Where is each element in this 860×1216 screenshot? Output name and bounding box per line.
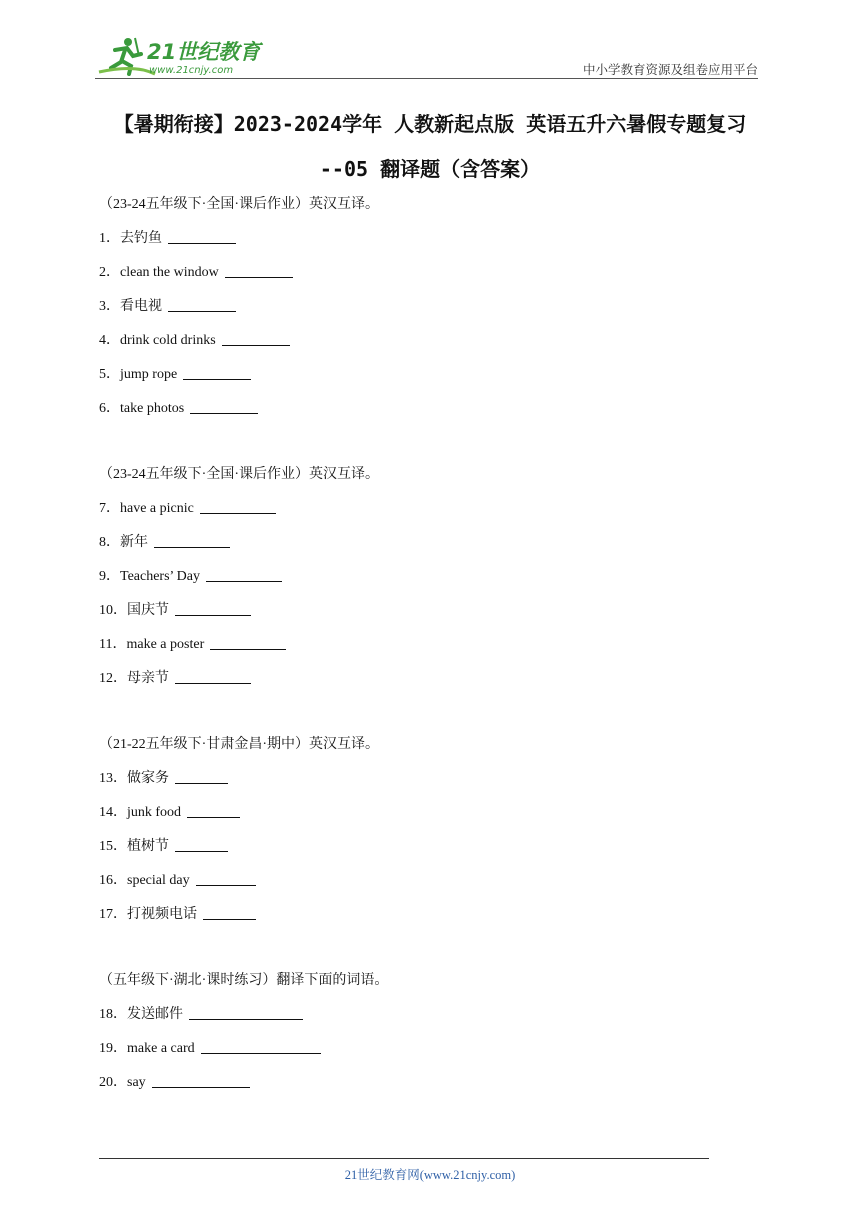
question-prompt: drink cold drinks	[120, 333, 216, 348]
question-item	[99, 998, 739, 1032]
question-prompt: Teachers’ Day	[120, 569, 200, 584]
question-number: 19．	[99, 1041, 127, 1056]
question-prompt: 新年	[120, 535, 148, 550]
question-item	[99, 560, 739, 594]
answer-blank[interactable]	[200, 499, 276, 514]
question-item	[99, 492, 739, 526]
question-prompt: have a picnic	[120, 501, 194, 516]
footer-source[interactable]: 21世纪教育网(www.21cnjy.com)	[344, 1168, 516, 1182]
question-item	[99, 898, 739, 932]
answer-blank[interactable]	[175, 837, 228, 852]
question-item	[99, 290, 739, 324]
answer-blank[interactable]	[183, 365, 251, 380]
page-header	[95, 30, 758, 80]
question-number: 6．	[99, 401, 120, 416]
answer-blank[interactable]	[154, 533, 230, 548]
section-heading: （23-24五年级下·全国·课后作业）英汉互译。	[99, 467, 379, 482]
question-number: 13．	[99, 771, 127, 786]
question-prompt: junk food	[127, 805, 182, 820]
answer-blank[interactable]	[189, 1005, 303, 1020]
section-heading: （五年级下·湖北·课时练习）翻译下面的词语。	[99, 973, 389, 988]
section-spacer	[99, 696, 739, 728]
answer-blank[interactable]	[168, 229, 236, 244]
question-number: 4．	[99, 333, 120, 348]
footer-divider	[99, 1158, 709, 1159]
question-number: 5．	[99, 367, 120, 382]
question-number: 3．	[99, 299, 120, 314]
header-divider	[95, 78, 758, 79]
question-item	[99, 256, 739, 290]
question-prompt: say	[127, 1075, 146, 1090]
question-number: 16．	[99, 873, 127, 888]
question-number: 14．	[99, 805, 127, 820]
question-item	[99, 526, 739, 560]
question-number: 17．	[99, 907, 127, 922]
answer-blank[interactable]	[203, 905, 256, 920]
question-number: 1．	[99, 231, 120, 246]
question-number: 11．	[99, 637, 127, 652]
question-number: 2．	[99, 265, 120, 280]
question-item	[99, 796, 739, 830]
question-prompt: 打视频电话	[127, 907, 197, 922]
svg-text:21世纪教育: 21世纪教育	[147, 40, 261, 64]
answer-blank[interactable]	[175, 669, 251, 684]
question-number: 20．	[99, 1075, 127, 1090]
question-item	[99, 358, 739, 392]
answer-blank[interactable]	[175, 769, 228, 784]
answer-blank[interactable]	[225, 263, 293, 278]
answer-blank[interactable]	[222, 331, 290, 346]
question-prompt: 植树节	[127, 839, 169, 854]
answer-blank[interactable]	[196, 871, 256, 886]
question-item	[99, 594, 739, 628]
question-number: 12．	[99, 671, 127, 686]
question-prompt: clean the window	[120, 265, 219, 280]
question-number: 15．	[99, 839, 127, 854]
document-title-line-1: 【暑期衔接】2023-2024学年 人教新起点版 英语五升六暑假专题复习	[113, 112, 747, 136]
answer-blank[interactable]	[175, 601, 251, 616]
answer-blank[interactable]	[152, 1073, 250, 1088]
answer-blank[interactable]	[168, 297, 236, 312]
question-number: 9．	[99, 569, 120, 584]
question-item	[99, 324, 739, 358]
question-item	[99, 662, 739, 696]
question-prompt: 母亲节	[127, 671, 169, 686]
question-prompt: 发送邮件	[127, 1007, 183, 1022]
question-prompt: jump rope	[120, 367, 178, 382]
answer-blank[interactable]	[210, 635, 286, 650]
question-item	[99, 1032, 739, 1066]
question-prompt: special day	[127, 873, 190, 888]
question-item	[99, 222, 739, 256]
answer-blank[interactable]	[201, 1039, 321, 1054]
question-item	[99, 1066, 739, 1100]
document-title-line-2: --05 翻译题（含答案）	[319, 157, 541, 181]
question-item	[99, 392, 739, 426]
section-heading: （21-22五年级下·甘肃金昌·期中）英汉互译。	[99, 737, 379, 752]
question-item	[99, 864, 739, 898]
question-number: 8．	[99, 535, 120, 550]
exercise-content	[99, 188, 739, 1100]
section-heading: （23-24五年级下·全国·课后作业）英汉互译。	[99, 197, 379, 212]
svg-text:www.21cnjy.com: www.21cnjy.com	[149, 65, 234, 76]
question-prompt: 去钓鱼	[120, 231, 162, 246]
question-number: 10．	[99, 603, 127, 618]
logo-21cnjy	[95, 34, 265, 78]
answer-blank[interactable]	[187, 803, 240, 818]
answer-blank[interactable]	[190, 399, 258, 414]
answer-blank[interactable]	[206, 567, 282, 582]
question-prompt: make a card	[127, 1041, 195, 1056]
question-number: 7．	[99, 501, 120, 516]
question-item	[99, 830, 739, 864]
question-prompt: take photos	[120, 401, 185, 416]
question-item	[99, 762, 739, 796]
question-prompt: 国庆节	[127, 603, 169, 618]
section-spacer	[99, 932, 739, 964]
question-prompt: 做家务	[127, 771, 169, 786]
platform-tagline: 中小学教育资源及组卷应用平台	[582, 62, 758, 77]
question-prompt: 看电视	[120, 299, 162, 314]
section-spacer	[99, 426, 739, 458]
question-prompt: make a poster	[126, 637, 205, 652]
question-item	[99, 628, 739, 662]
question-number: 18．	[99, 1007, 127, 1022]
